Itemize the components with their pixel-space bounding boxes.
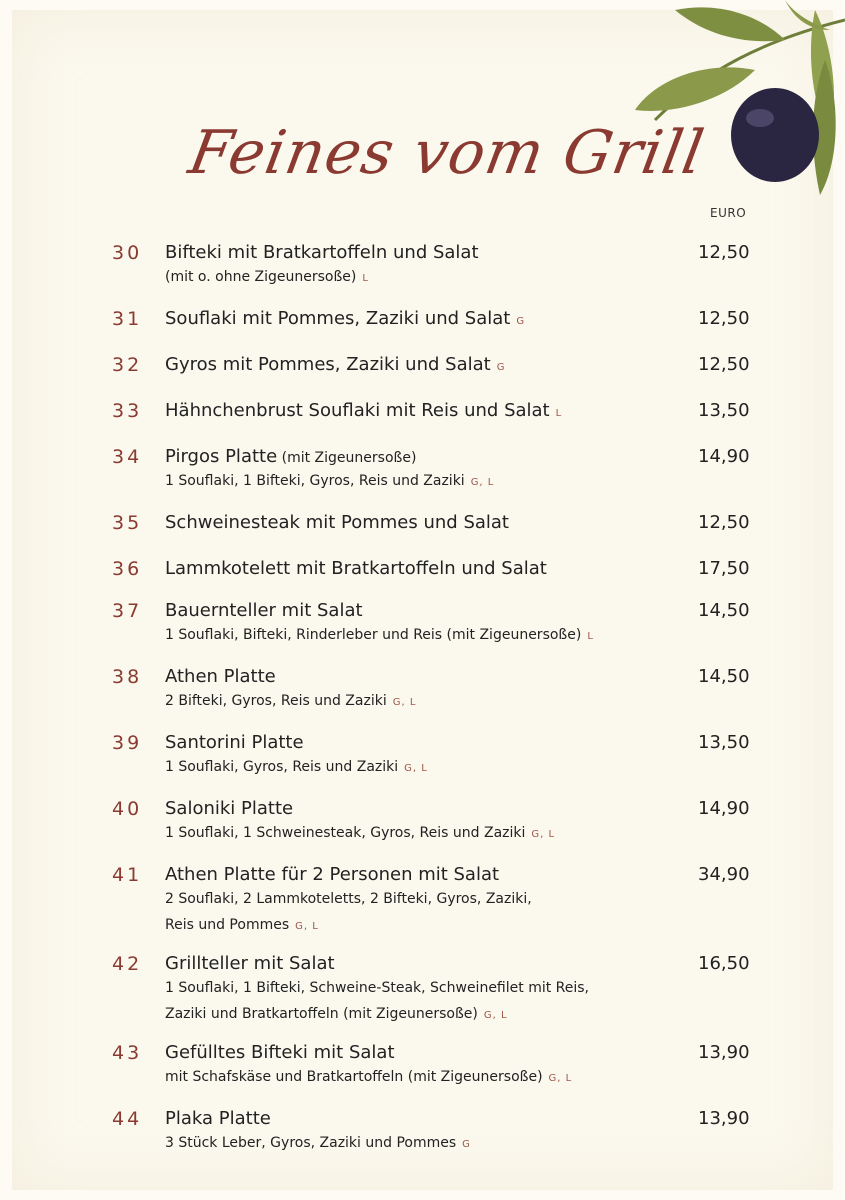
item-description: Reis und Pommes G, L (165, 917, 319, 933)
item-number: 43 (112, 1042, 143, 1064)
item-price: 14,90 (698, 798, 750, 819)
item-number: 39 (112, 732, 143, 754)
allergen-code: G (462, 1139, 471, 1150)
allergen-code: L (587, 631, 594, 642)
allergen-code: L (555, 408, 563, 419)
item-name-text: Lammkotelett mit Bratkartoffeln und Salat (165, 558, 547, 579)
item-number: 36 (112, 558, 143, 580)
item-description: 1 Souflaki, 1 Schweinesteak, Gyros, Reis und Zaziki G, L (165, 825, 556, 841)
item-price: 12,50 (698, 512, 750, 533)
item-price: 13,90 (698, 1042, 750, 1063)
currency-label: EURO (710, 206, 747, 220)
item-description: Zaziki und Bratkartoffeln (mit Zigeunersoße) G, L (165, 1006, 508, 1022)
item-name (165, 446, 416, 467)
item-number: 37 (112, 600, 143, 622)
allergen-code: G, L (483, 1010, 508, 1021)
item-description: (mit o. ohne Zigeunersoße) L (165, 269, 369, 285)
item-name (165, 798, 293, 819)
page-title: Feines vom Grill (183, 118, 710, 188)
allergen-code: G, L (392, 697, 417, 708)
item-price: 14,50 (698, 600, 750, 621)
allergen-code: G, L (295, 921, 319, 932)
item-name-note: (mit Zigeunersoße) (277, 450, 417, 466)
item-price: 17,50 (698, 558, 750, 579)
item-price: 13,50 (698, 732, 750, 753)
item-number: 41 (112, 864, 143, 886)
item-name-text: Hähnchenbrust Souflaki mit Reis und Salat (165, 400, 550, 421)
item-number: 35 (112, 512, 143, 534)
item-price: 14,90 (698, 446, 750, 467)
item-description: 1 Souflaki, Bifteki, Rinderleber und Reis (mit Zigeunersoße) L (165, 627, 594, 643)
allergen-code: G, L (531, 829, 556, 840)
item-number: 32 (112, 354, 143, 376)
allergen-code: L (362, 273, 369, 284)
item-number: 33 (112, 400, 143, 422)
item-number: 40 (112, 798, 143, 820)
item-description: 1 Souflaki, 1 Bifteki, Gyros, Reis und Zaziki G, L (165, 473, 495, 489)
item-number: 34 (112, 446, 143, 468)
item-number: 38 (112, 666, 143, 688)
item-name-text: Santorini Platte (165, 732, 304, 753)
item-name (165, 558, 547, 579)
item-name (165, 953, 335, 974)
item-name (165, 600, 363, 621)
item-name-text: Athen Platte (165, 666, 276, 687)
item-price: 12,50 (698, 242, 750, 263)
item-name-text: Pirgos Platte (165, 446, 278, 467)
item-price: 13,50 (698, 400, 750, 421)
item-price: 13,90 (698, 1108, 750, 1129)
allergen-code: G (516, 316, 526, 327)
allergen-code: G, L (404, 763, 428, 774)
item-name (165, 242, 479, 263)
item-description: mit Schafskäse und Bratkartoffeln (mit Zigeunersoße) G, L (165, 1069, 573, 1085)
item-name (165, 308, 525, 329)
item-price: 12,50 (698, 308, 750, 329)
item-name (165, 732, 304, 753)
item-description: 1 Souflaki, 1 Bifteki, Schweine-Steak, Schweinefilet mit Reis, (165, 980, 590, 996)
item-name (165, 666, 276, 687)
item-name-text: Gefülltes Bifteki mit Salat (165, 1042, 395, 1063)
allergen-code: G, L (470, 477, 495, 488)
item-name-text: Gyros mit Pommes, Zaziki und Salat (165, 354, 491, 375)
item-price: 12,50 (698, 354, 750, 375)
item-price: 34,90 (698, 864, 750, 885)
item-number: 31 (112, 308, 143, 330)
item-name (165, 400, 562, 421)
item-description: 2 Souflaki, 2 Lammkoteletts, 2 Bifteki, Gyros, Zaziki, (165, 891, 532, 907)
item-name (165, 1042, 395, 1063)
allergen-code: G (496, 362, 506, 373)
item-description: 1 Souflaki, Gyros, Reis und Zaziki G, L (165, 759, 428, 775)
item-number: 42 (112, 953, 143, 975)
item-price: 14,50 (698, 666, 750, 687)
item-name-text: Plaka Platte (165, 1108, 271, 1129)
item-name-text: Souflaki mit Pommes, Zaziki und Salat (165, 308, 511, 329)
item-name-text: Bifteki mit Bratkartoffeln und Salat (165, 242, 479, 263)
item-number: 44 (112, 1108, 143, 1130)
item-name (165, 864, 499, 885)
item-name-text: Grillteller mit Salat (165, 953, 335, 974)
item-description: 3 Stück Leber, Gyros, Zaziki und Pommes G (165, 1135, 471, 1151)
item-name-text: Athen Platte für 2 Personen mit Salat (165, 864, 500, 885)
allergen-code: G, L (548, 1073, 573, 1084)
item-name-text: Schweinesteak mit Pommes und Salat (165, 512, 509, 533)
item-number: 30 (112, 242, 143, 264)
item-name (165, 512, 509, 533)
item-name (165, 1108, 271, 1129)
item-price: 16,50 (698, 953, 750, 974)
item-name (165, 354, 505, 375)
item-name-text: Bauernteller mit Salat (165, 600, 363, 621)
item-description: 2 Bifteki, Gyros, Reis und Zaziki G, L (165, 693, 417, 709)
item-name-text: Saloniki Platte (165, 798, 294, 819)
